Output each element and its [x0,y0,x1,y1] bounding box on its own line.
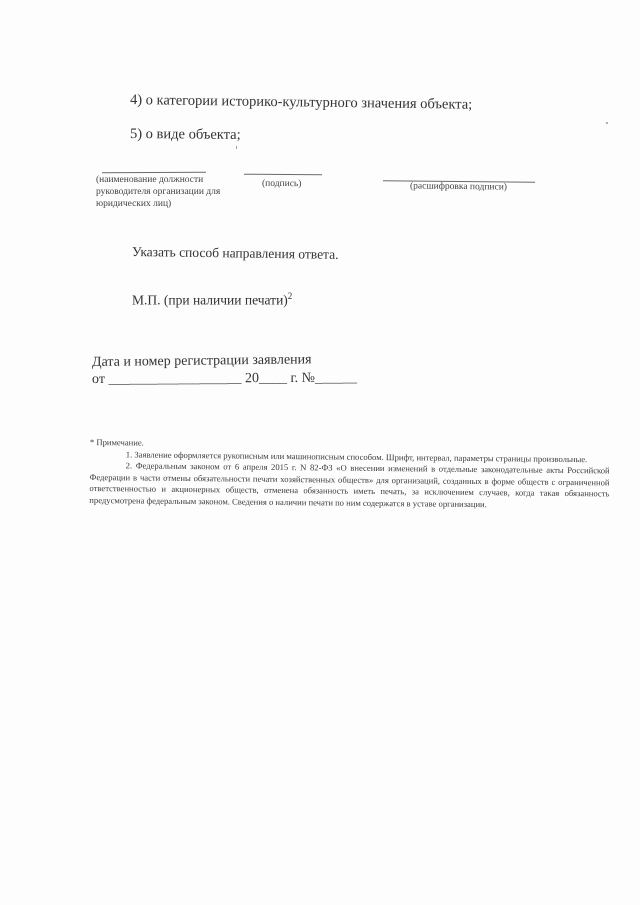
note-1: 1. Заявление оформляется рукописным или машинописным способом. Шрифт, интервал, параметры страницы произвольные. [125,448,588,464]
registration-line: от ___________________ 20____ г. №______ [91,370,358,387]
answer-method-text: Указать способ направления ответа. [131,244,339,262]
notes-heading: * Примечание. [89,437,144,448]
scan-speck [606,122,608,124]
scan-speck [236,146,237,149]
signature-line [244,174,322,176]
registration-title: Дата и номер регистрации заявления [91,352,312,370]
stamp-text [132,291,292,309]
stamp-label: М.П. (при наличии печати) [132,292,288,308]
signature-decode-caption: (расшифровка подписи) [409,181,508,193]
list-item-object-type: 5) о виде объекта; [129,126,241,143]
note-2: 2. Федеральным законом от 6 апреля 2015 г. N 82-ФЗ «О внесении изменений в отдельные законодательные акты Российской Федерации в части отмены обязательности печати хозяйственных обществ» для организаций, созданных в форме обществ с ограниченной ответственностью и акционерных обществ, отменена обязанность иметь печать, за исключением случаев, когда такая обязанность предусмотрена федеральным законом. Сведения о наличии печати по ним содержатся в уставе организации. [89,460,610,510]
footnote-mark: 2 [287,291,293,301]
notes-block [89,437,610,512]
list-item-category: 4) о категории историко-культурного значения объекта; [129,92,473,113]
position-caption: (наименование должности руководителя организации для юридических лиц) [96,175,221,209]
signature-caption: (подпись) [261,178,302,190]
